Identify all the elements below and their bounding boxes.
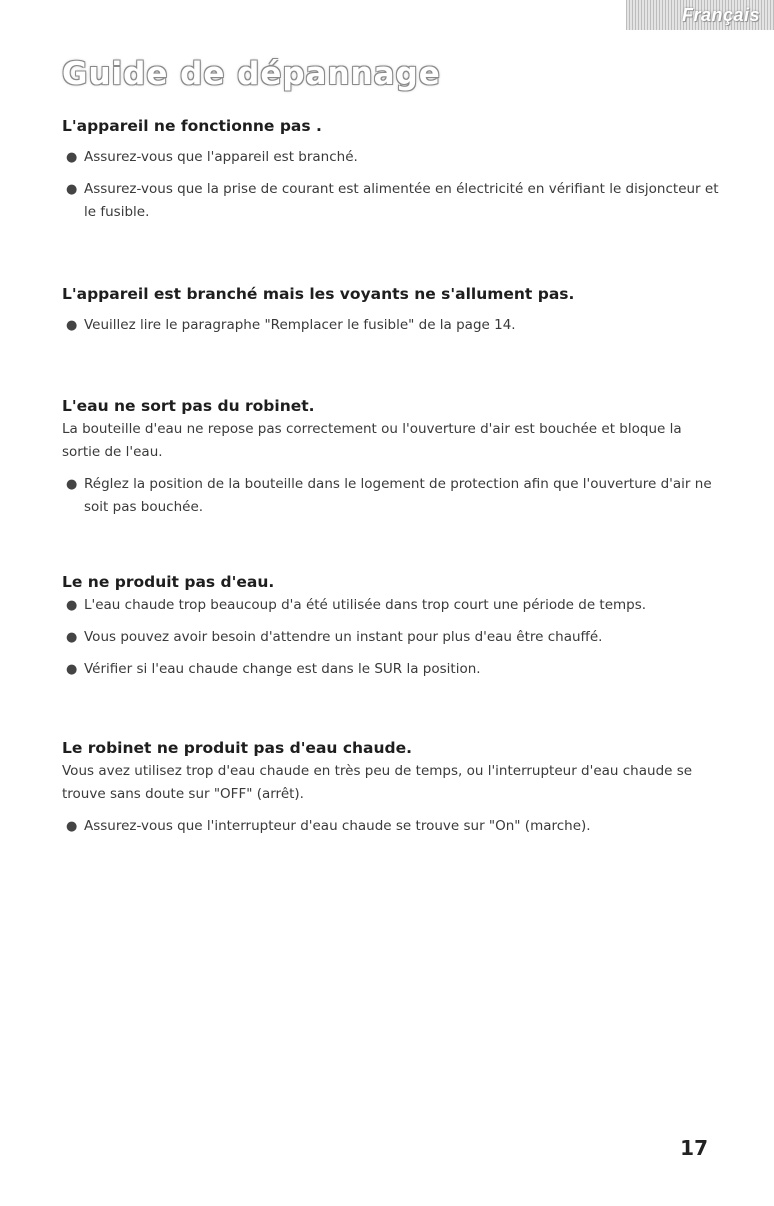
bullet-list bbox=[62, 314, 574, 337]
bullet-list bbox=[62, 815, 722, 838]
language-tab bbox=[626, 0, 774, 30]
section-heading: L'eau ne sort pas du robinet. bbox=[62, 397, 315, 415]
bullet-icon: ● bbox=[66, 150, 78, 165]
section-intro: Vous avez utilisez trop d'eau chaude en très peu de temps, ou l'interrupteur d'eau chaude se trouve sans doute sur "OFF" (arrêt). bbox=[62, 763, 693, 802]
bullet-list bbox=[62, 594, 646, 681]
section-heading: Le ne produit pas d'eau. bbox=[62, 573, 275, 591]
bullet-icon: ● bbox=[66, 182, 78, 197]
section-no-water-produced bbox=[62, 572, 646, 690]
page-title: Guide de dépannage bbox=[62, 56, 441, 92]
section-appliance-not-working bbox=[62, 116, 722, 233]
section-lights-off bbox=[62, 284, 574, 346]
bullet-icon: ● bbox=[66, 662, 78, 677]
bullet-icon: ● bbox=[66, 819, 78, 834]
bullet-icon: ● bbox=[66, 598, 78, 613]
list-item bbox=[62, 473, 722, 519]
list-item bbox=[62, 626, 646, 649]
list-item-text: Vérifier si l'eau chaude change est dans le SUR la position. bbox=[84, 661, 481, 677]
section-heading: L'appareil ne fonctionne pas . bbox=[62, 117, 322, 135]
list-item-text: Vous pouvez avoir besoin d'attendre un instant pour plus d'eau être chauffé. bbox=[84, 629, 603, 645]
language-label: Français bbox=[681, 5, 760, 25]
list-item bbox=[62, 178, 722, 224]
section-intro: La bouteille d'eau ne repose pas correctement ou l'ouverture d'air est bouchée et bloque la sortie de l'eau. bbox=[62, 421, 682, 460]
section-no-water-flow bbox=[62, 396, 722, 528]
bullet-list bbox=[62, 146, 722, 224]
bullet-icon: ● bbox=[66, 318, 78, 333]
list-item bbox=[62, 594, 646, 617]
list-item-text: Assurez-vous que l'interrupteur d'eau chaude se trouve sur "On" (marche). bbox=[84, 818, 591, 834]
list-item bbox=[62, 314, 574, 337]
bullet-list bbox=[62, 473, 722, 519]
list-item bbox=[62, 658, 646, 681]
list-item-text: L'eau chaude trop beaucoup d'a été utilisée dans trop court une période de temps. bbox=[84, 597, 647, 613]
list-item bbox=[62, 815, 722, 838]
list-item-text: Réglez la position de la bouteille dans le logement de protection afin que l'ouverture d'air ne soit pas bouchée. bbox=[84, 476, 712, 515]
bullet-icon: ● bbox=[66, 477, 78, 492]
page-number: 17 bbox=[680, 1136, 708, 1160]
list-item-text: Assurez-vous que la prise de courant est alimentée en électricité en vérifiant le disjoncteur et le fusible. bbox=[84, 181, 719, 220]
list-item-text: Veuillez lire le paragraphe "Remplacer le fusible" de la page 14. bbox=[84, 317, 516, 333]
list-item-text: Assurez-vous que l'appareil est branché. bbox=[84, 149, 358, 165]
section-heading: Le robinet ne produit pas d'eau chaude. bbox=[62, 739, 413, 757]
list-item bbox=[62, 146, 722, 169]
bullet-icon: ● bbox=[66, 630, 78, 645]
section-heading: L'appareil est branché mais les voyants ne s'allument pas. bbox=[62, 285, 575, 303]
section-no-hot-water bbox=[62, 738, 722, 847]
